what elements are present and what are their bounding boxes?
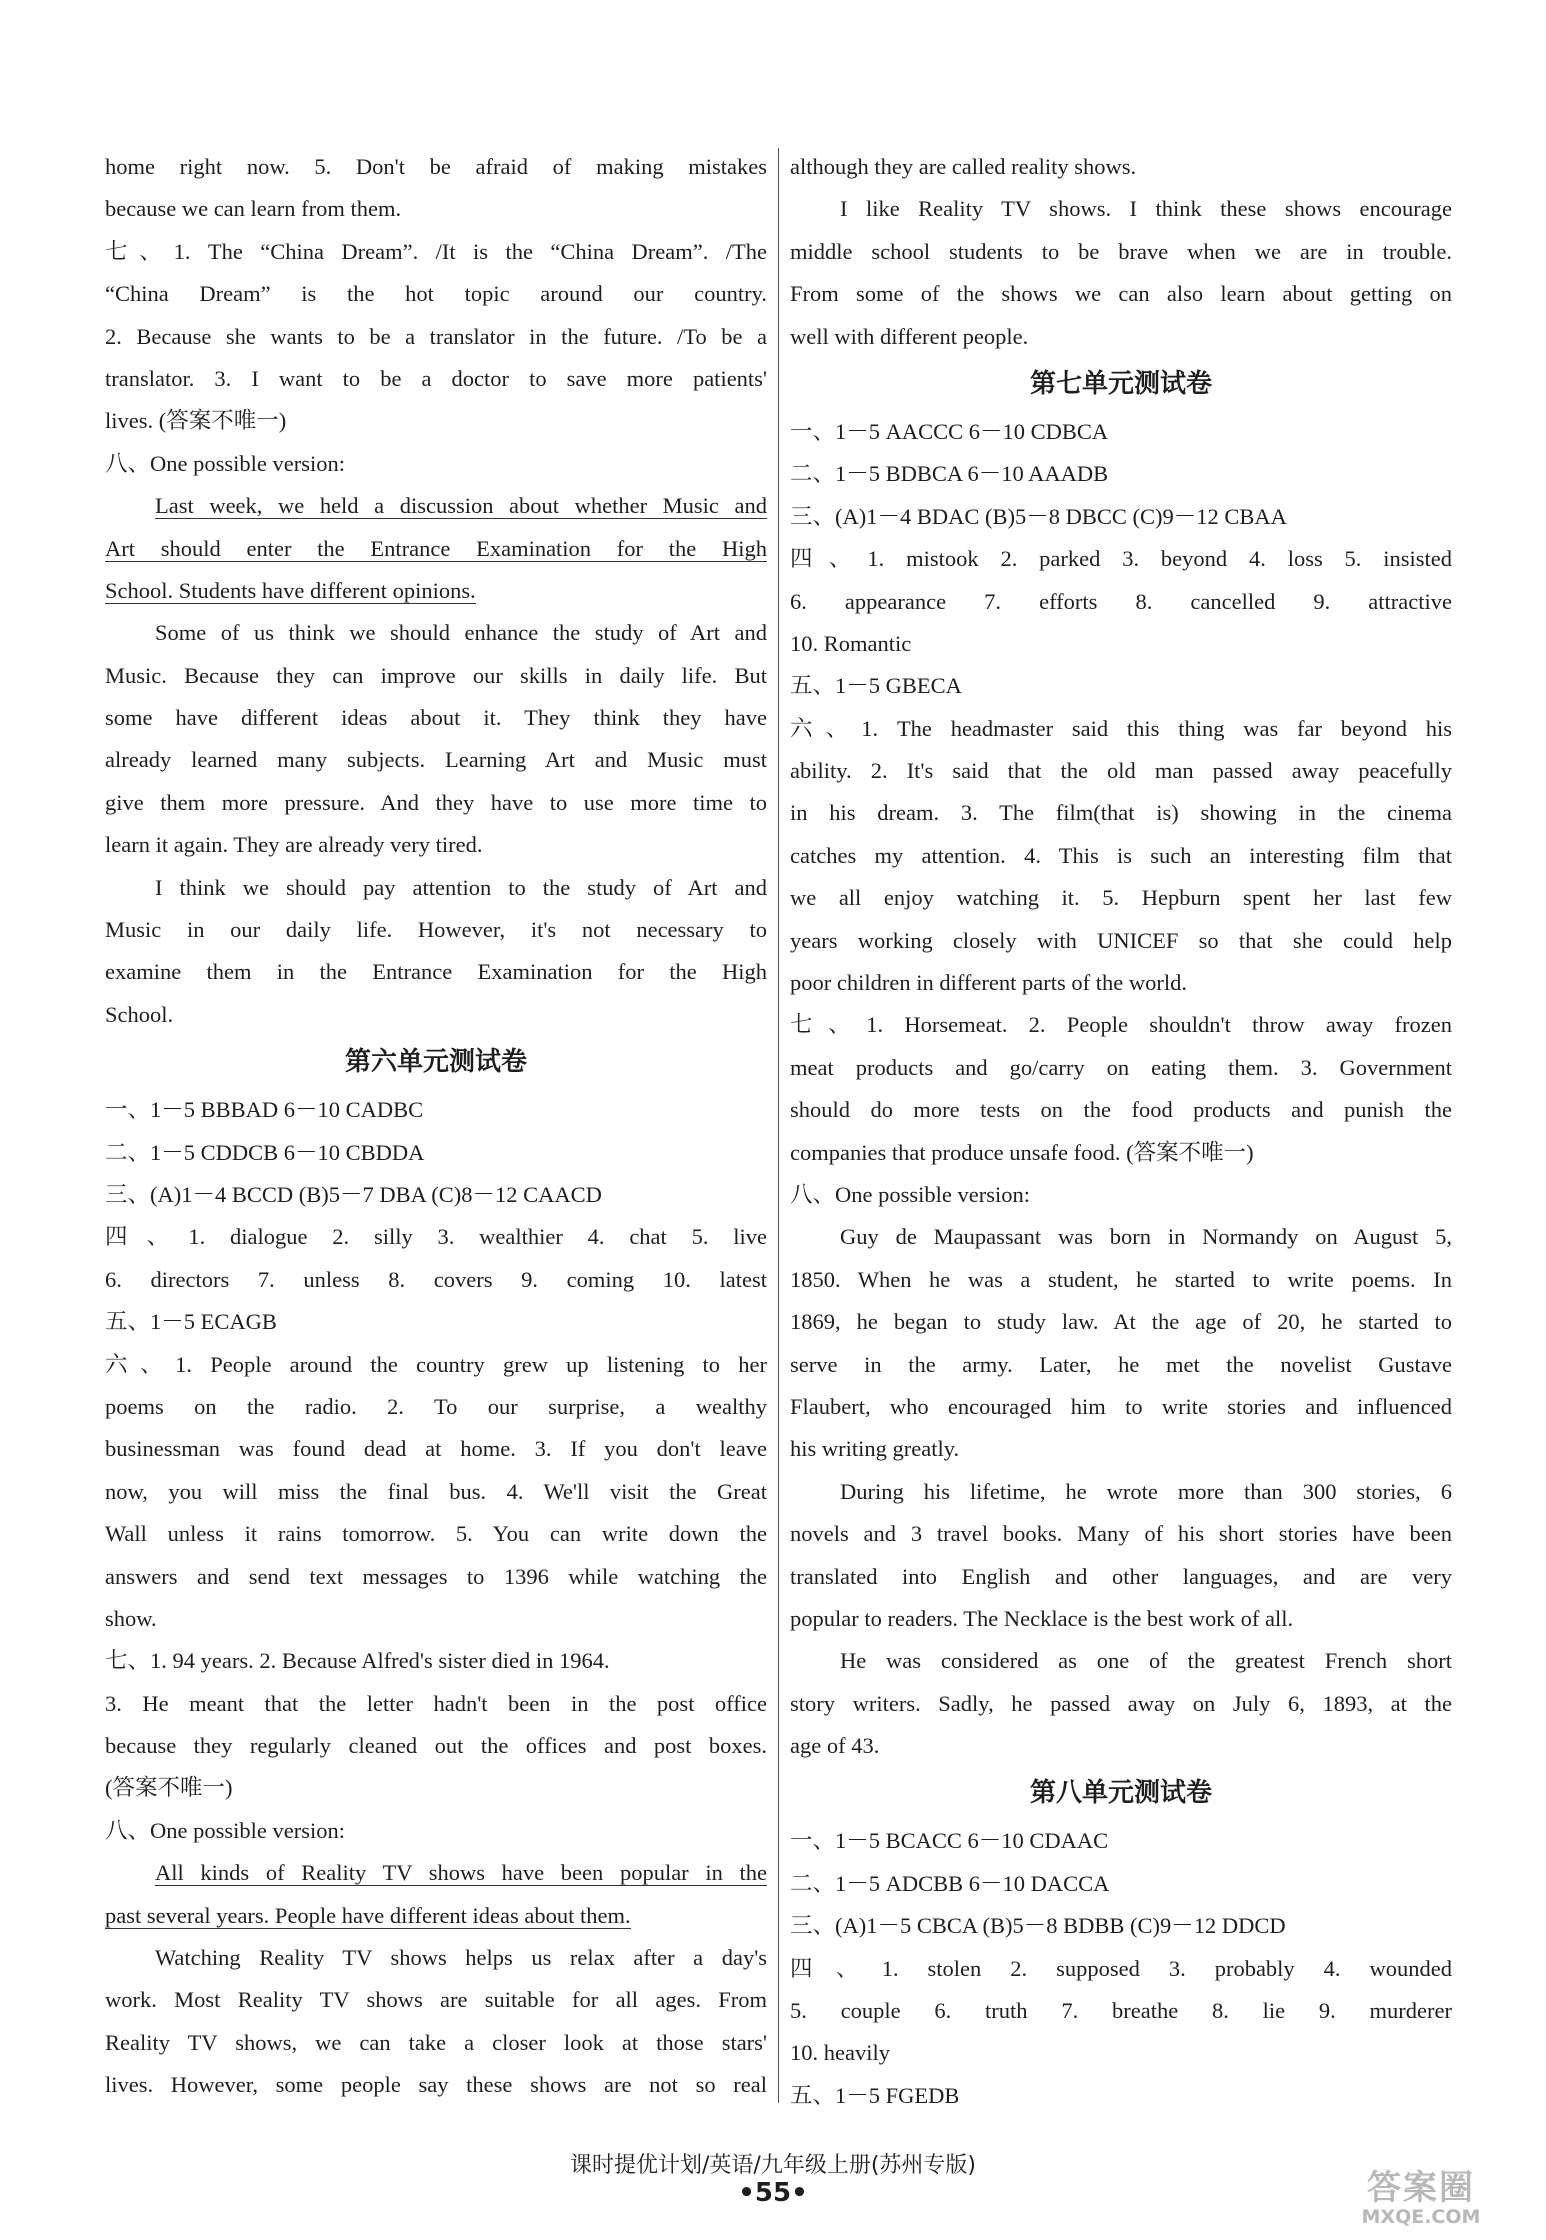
text-line: 七、1. Horsemeat. 2. People shouldn't throw away frozen [790,1012,1452,1038]
text-line: because they regularly cleaned out the offices and post boxes. [105,1733,767,1759]
text-line: Some of us think we should enhance the study of Art and [155,620,767,646]
underlined-text: Art should enter the Entrance Examination for the High [105,535,767,561]
text-line: 6. directors 7. unless 8. covers 9. coming 10. latest [105,1266,767,1292]
text-line: Music in our daily life. However, it's not necessary to [105,917,767,943]
text-line: middle school students to be brave when we are in trouble. [790,238,1452,264]
underlined-text: School. Students have different opinions. [105,577,476,603]
text-line: 6. appearance 7. efforts 8. cancelled 9. attractive [790,588,1452,614]
text-line: 七、1. 94 years. 2. Because Alfred's sister died in 1964. [105,1648,610,1674]
text-line: 10. heavily [790,2040,890,2066]
text-line: popular to readers. The Necklace is the best work of all. [790,1605,1294,1631]
text-line: 六、1. People around the country grew up listening to her [105,1351,767,1377]
text-line: should do more tests on the food products and punish the [790,1097,1452,1123]
text-line [105,1852,767,1894]
text-line: Guy de Maupassant was born in Normandy on August 5, [840,1224,1452,1250]
text-line: now, you will miss the final bus. 4. We'll visit the Great [105,1478,767,1504]
text-line: I like Reality TV shows. I think these shows encourage [840,196,1452,222]
text-line [105,1895,767,1937]
text-line: 五、1－5 ECAGB [105,1309,277,1335]
text-line: 八、One possible version: [105,450,345,476]
text-line: 一、1－5 BCACC 6－10 CDAAC [790,1828,1109,1854]
text-line: 五、1－5 FGEDB [790,2082,960,2108]
text-line: learn it again. They are already very tired. [105,832,483,858]
text-line: During his lifetime, he wrote more than 300 stories, 6 [840,1478,1452,1504]
text-line: home right now. 5. Don't be afraid of making mistakes [105,154,767,179]
text-line: 3. He meant that the letter hadn't been in the post office [105,1690,767,1716]
underlined-text: past several years. People have different ideas about them. [105,1902,631,1928]
text-line: Music. Because they can improve our skills in daily life. But [105,662,767,688]
column-divider [778,148,779,2103]
underlined-text: All kinds of Reality TV shows have been popular in the [155,1860,767,1886]
text-line: 八、One possible version: [790,1181,1030,1207]
text-line: Reality TV shows, we can take a closer look at those stars' [105,2029,767,2055]
text-line: novels and 3 travel books. Many of his short stories have been [790,1521,1452,1547]
text-line: 5. couple 6. truth 7. breathe 8. lie 9. murderer [790,1998,1452,2024]
text-line: 2. Because she wants to be a translator in the future. /To be a [105,323,767,349]
watermark-url: MXQE.COM [1361,2206,1481,2228]
section-heading: 第八单元测试卷 [1029,1778,1212,1809]
page-number: •55• [738,2178,808,2208]
text-line: companies that produce unsafe food. (答案不唯一) [790,1139,1254,1165]
text-line: in his dream. 3. The film(that is) showing in the cinema [790,800,1452,826]
watermark-logo [1336,2166,1506,2232]
text-line: poems on the radio. 2. To our surprise, a wealthy [105,1393,767,1419]
text-line: 四、1. dialogue 2. silly 3. wealthier 4. chat 5. live [105,1224,767,1250]
text-line: ability. 2. It's said that the old man passed away peacefully [790,758,1452,784]
text-line: years working closely with UNICEF so that she could help [790,927,1452,953]
text-line: 四、1. mistook 2. parked 3. beyond 4. loss 5. insisted [790,546,1452,572]
text-line: examine them in the Entrance Examination for the High [105,959,767,985]
text-line: 七、1. The “China Dream”. /It is the “China Dream”. /The [105,238,767,264]
text-line: story writers. Sadly, he passed away on July 6, 1893, at the [790,1690,1452,1716]
text-line: catches my attention. 4. This is such an interesting film that [790,842,1452,868]
text-line: Flaubert, who encouraged him to write stories and influenced [790,1393,1452,1419]
text-line: 二、1－5 BDBCA 6－10 AAADB [790,461,1109,487]
text-line: his writing greatly. [790,1436,960,1462]
text-line: businessman was found dead at home. 3. If you don't leave [105,1436,767,1462]
text-line: 三、(A)1－5 CBCA (B)5－8 BDBB (C)9－12 DDCD [790,1913,1286,1939]
text-line: 四、1. stolen 2. supposed 3. probably 4. wounded [790,1955,1452,1981]
text-line: 一、1－5 BBBAD 6－10 CADBC [105,1097,424,1123]
text-line: I think we should pay attention to the study of Art and [155,874,767,900]
text-line: 五、1－5 GBECA [790,673,962,699]
text-line: poor children in different parts of the world. [790,970,1187,996]
text-line: serve in the army. Later, he met the novelist Gustave [790,1351,1452,1377]
text-line: “China Dream” is the hot topic around our country. [105,281,767,307]
text-line: well with different people. [790,323,1029,349]
text-line: Watching Reality TV shows helps us relax after a day's [155,1945,767,1971]
text-line: work. Most Reality TV shows are suitable for all ages. From [105,1987,767,2013]
text-line: translator. 3. I want to be a doctor to save more patients' [105,365,767,391]
text-line: 10. Romantic [790,630,912,656]
text-line: 三、(A)1－4 BDAC (B)5－8 DBCC (C)9－12 CBAA [790,503,1287,529]
text-line: Wall unless it rains tomorrow. 5. You can write down the [105,1521,767,1547]
text-line: 六、1. The headmaster said this thing was far beyond his [790,715,1452,741]
text-line [105,570,767,612]
text-line [105,485,767,527]
section-heading: 第七单元测试卷 [1029,368,1212,399]
text-line: 二、1－5 CDDCB 6－10 CBDDA [105,1139,425,1165]
underlined-text: Last week, we held a discussion about whether Music and [155,493,767,519]
text-line: give them more pressure. And they have to use more time to [105,789,767,815]
text-line: we all enjoy watching it. 5. Hepburn spent her last few [790,885,1452,911]
text-line: lives. However, some people say these shows are not so real [105,2072,767,2098]
section-heading: 第六单元测试卷 [344,1047,527,1078]
text-line: age of 43. [790,1733,880,1759]
text-line: although they are called reality shows. [790,154,1137,179]
text-line: lives. (答案不唯一) [105,408,287,434]
text-line: 二、1－5 ADCBB 6－10 DACCA [790,1870,1110,1896]
right-column [790,146,1452,2117]
footer-title: 课时提优计划/英语/九年级上册(苏州专版) [570,2153,976,2178]
text-line: (答案不唯一) [105,1775,233,1801]
text-line [105,528,767,570]
text-line: translated into English and other languages, and are very [790,1563,1452,1589]
text-line: show. [105,1605,157,1631]
text-line: some have different ideas about it. They think they have [105,705,767,731]
text-line: meat products and go/carry on eating them. 3. Government [790,1054,1452,1080]
text-line: 1850. When he was a student, he started to write poems. In [790,1266,1452,1292]
text-line: answers and send text messages to 1396 while watching the [105,1563,767,1589]
text-line: 一、1－5 AACCC 6－10 CDBCA [790,418,1109,444]
text-line: already learned many subjects. Learning Art and Music must [105,747,767,773]
text-line: School. [105,1001,174,1027]
text-line: From some of the shows we can also learn about getting on [790,281,1452,307]
text-line: 三、(A)1－4 BCCD (B)5－7 DBA (C)8－12 CAACD [105,1181,602,1207]
watermark-mark: 答案圈 [1367,2168,1475,2208]
text-line: 1869, he began to study law. At the age of 20, he started to [790,1309,1452,1335]
text-line: He was considered as one of the greatest French short [840,1648,1452,1674]
left-column [105,146,767,2107]
text-line: because we can learn from them. [105,196,402,222]
text-line: 八、One possible version: [105,1817,345,1843]
